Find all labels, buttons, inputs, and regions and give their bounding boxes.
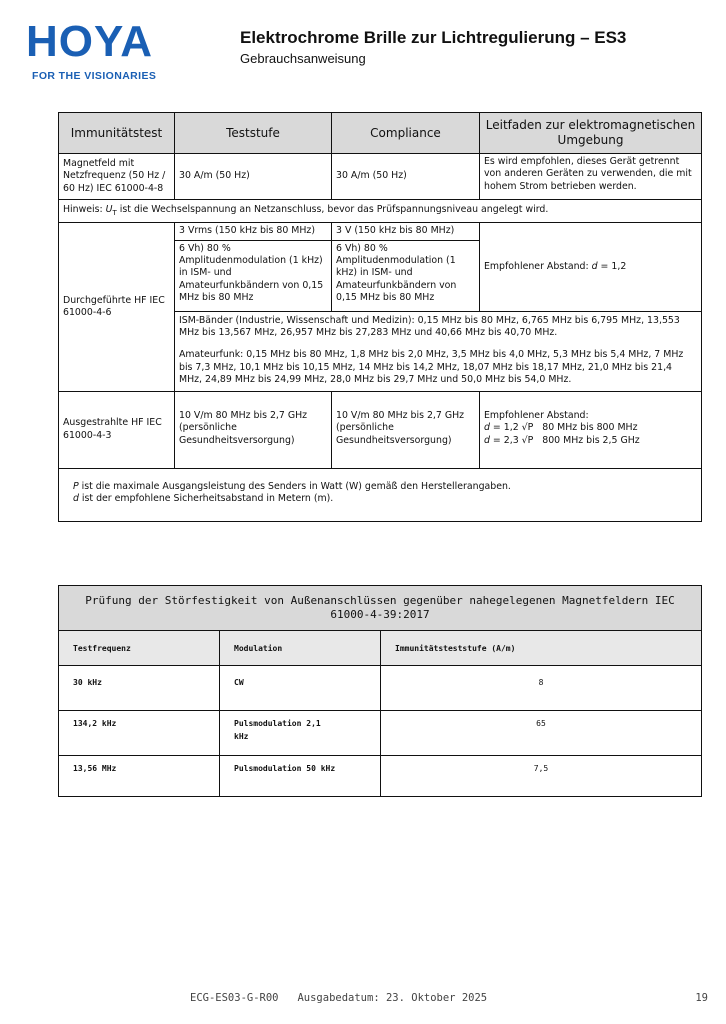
amateur-bands-text: Amateurfunk: 0,15 MHz bis 80 MHz, 1,8 MHz bis 2,0 MHz, 3,5 MHz bis 4,0 MHz, 5,3 MHz bis 5,4 MHz, 7 MHz bis 7,3 MHz, 10,1 MHz bis 10,15 MHz, 14 MHz bis 14,2 MHz, 18,07 MHz bis 18,17 MHz, 21,0 MHz bis 21,4 MHz, 24,89 MHz bis 24,99 MHz, 28,0 MHz bis 29,7 MHz und 50,0 MHz bis 54,0 MHz. bbox=[179, 349, 684, 386]
table-row bbox=[59, 223, 702, 240]
frequency-cell: 134,2 kHz bbox=[59, 711, 220, 756]
page-number: 19 bbox=[695, 992, 708, 1004]
modulation-cell: CW bbox=[220, 666, 381, 711]
footer-document-info: ECG-ES03-G-R00 Ausgabedatum: 23. Oktober 2025 bbox=[190, 992, 488, 1004]
conducted-test-cell: Durchgeführte HF IEC 61000-4-6 bbox=[59, 223, 175, 391]
column-header: Testfrequenz bbox=[59, 631, 220, 666]
document-title: Elektrochrome Brille zur Lichtregulierung – ES3 bbox=[240, 28, 627, 47]
column-header: Compliance bbox=[332, 113, 480, 154]
frequency-cell: 30 kHz bbox=[59, 666, 220, 711]
brand-tagline: FOR THE VISIONARIES bbox=[32, 70, 157, 82]
table-row bbox=[59, 756, 702, 797]
brand-name: HOYA bbox=[26, 17, 154, 66]
radiated-test-cell: Ausgestrahlte HF IEC 61000-4-3 bbox=[59, 391, 175, 468]
modulation-cell: Pulsmodulation 50 kHz bbox=[220, 756, 381, 797]
column-header: Teststufe bbox=[175, 113, 332, 154]
magnet-guidance-cell: Es wird empfohlen, dieses Gerät getrennt von anderen Geräten zu verwenden, die mit hohem Strom betrieben werden. bbox=[480, 154, 702, 200]
radiated-compliance-cell: 10 V/m 80 MHz bis 2,7 GHz (persönliche Gesundheitsversorgung) bbox=[332, 391, 480, 468]
ism-bands-text: ISM-Bänder (Industrie, Wissenschaft und Medizin): 0,15 MHz bis 80 MHz, 6,765 MHz bis 6,795 MHz, 13,553 MHz bis 13,567 MHz, 26,957 MHz bis 27,283 MHz und 40,66 MHz bis 40,70 MHz. bbox=[179, 314, 680, 339]
table-row bbox=[59, 666, 702, 711]
document-subtitle: Gebrauchsanweisung bbox=[240, 51, 366, 66]
magnet-level-cell: 30 A/m (50 Hz) bbox=[175, 154, 332, 200]
radiated-level-cell: 10 V/m 80 MHz bis 2,7 GHz (persönliche Gesundheitsversorgung) bbox=[175, 391, 332, 468]
table-row bbox=[59, 391, 702, 468]
conducted-level2-cell: 6 Vh) 80 % Amplitudenmodulation (1 kHz) in ISM- und Amateurfunkbändern von 0,15 MHz bis 80 MHz bbox=[175, 240, 332, 311]
conducted-compliance2-cell: 6 Vh) 80 % Amplitudenmodulation (1 kHz) in ISM- und Amateurfunkbändern von 0,15 MHz bis 80 MHz bbox=[332, 240, 480, 311]
column-header: Leitfaden zur elektromagnetischen Umgebung bbox=[480, 113, 702, 154]
table-header-row bbox=[59, 631, 702, 666]
conducted-level1-cell: 3 Vrms (150 kHz bis 80 MHz) bbox=[175, 223, 332, 240]
footnote-cell: P ist die maximale Ausgangsleistung des Senders in Watt (W) gemäß den Herstellerangaben. d ist der empfohlene Sicherheitsabstand in Metern (m). bbox=[59, 468, 702, 521]
modulation-cell: Pulsmodulation 2,1 kHz bbox=[220, 711, 381, 756]
frequency-cell: 13,56 MHz bbox=[59, 756, 220, 797]
radiated-guidance-cell: Empfohlener Abstand: d = 1,2 √P 80 MHz bis 800 MHz d = 2,3 √P 800 MHz bis 2,5 GHz bbox=[480, 391, 702, 468]
immunity-level-cell: 65 bbox=[381, 711, 702, 756]
frequency-bands-cell bbox=[175, 311, 702, 391]
table-row bbox=[59, 711, 702, 756]
magnet-compliance-cell: 30 A/m (50 Hz) bbox=[332, 154, 480, 200]
magnet-test-cell: Magnetfeld mit Netzfrequenz (50 Hz / 60 Hz) IEC 61000-4-8 bbox=[59, 154, 175, 200]
immunity-level-cell: 7,5 bbox=[381, 756, 702, 797]
immunity-table bbox=[58, 112, 702, 522]
table-caption: Prüfung der Störfestigkeit von Außenanschlüssen gegenüber nahegelegenen Magnetfeldern IEC 61000-4-39:2017 bbox=[59, 586, 702, 631]
table-caption-row bbox=[59, 586, 702, 631]
column-header: Immunitätsteststufe (A/m) bbox=[381, 631, 702, 666]
immunity-level-cell: 8 bbox=[381, 666, 702, 711]
table-row bbox=[59, 200, 702, 223]
table-row bbox=[59, 154, 702, 200]
proximity-magnetic-table bbox=[58, 585, 702, 797]
column-header: Immunitätstest bbox=[59, 113, 175, 154]
conducted-compliance1-cell: 3 V (150 kHz bis 80 MHz) bbox=[332, 223, 480, 240]
distance-formula: d = 2,3 √P 800 MHz bis 2,5 GHz bbox=[484, 434, 640, 446]
table-header-row bbox=[59, 113, 702, 154]
hinweis-cell: Hinweis: $U_T$ ist die Wechselspannung an Netzanschluss, bevor das Prüfspannungsniveau angelegt wird. bbox=[59, 200, 702, 223]
column-header: Modulation bbox=[220, 631, 381, 666]
distance-formula: d = 1,2 √P 80 MHz bis 800 MHz bbox=[484, 422, 638, 434]
conducted-guidance-cell: Empfohlener Abstand: d = 1,2 bbox=[480, 223, 702, 311]
table-row bbox=[59, 468, 702, 521]
brand-logo bbox=[20, 18, 190, 88]
